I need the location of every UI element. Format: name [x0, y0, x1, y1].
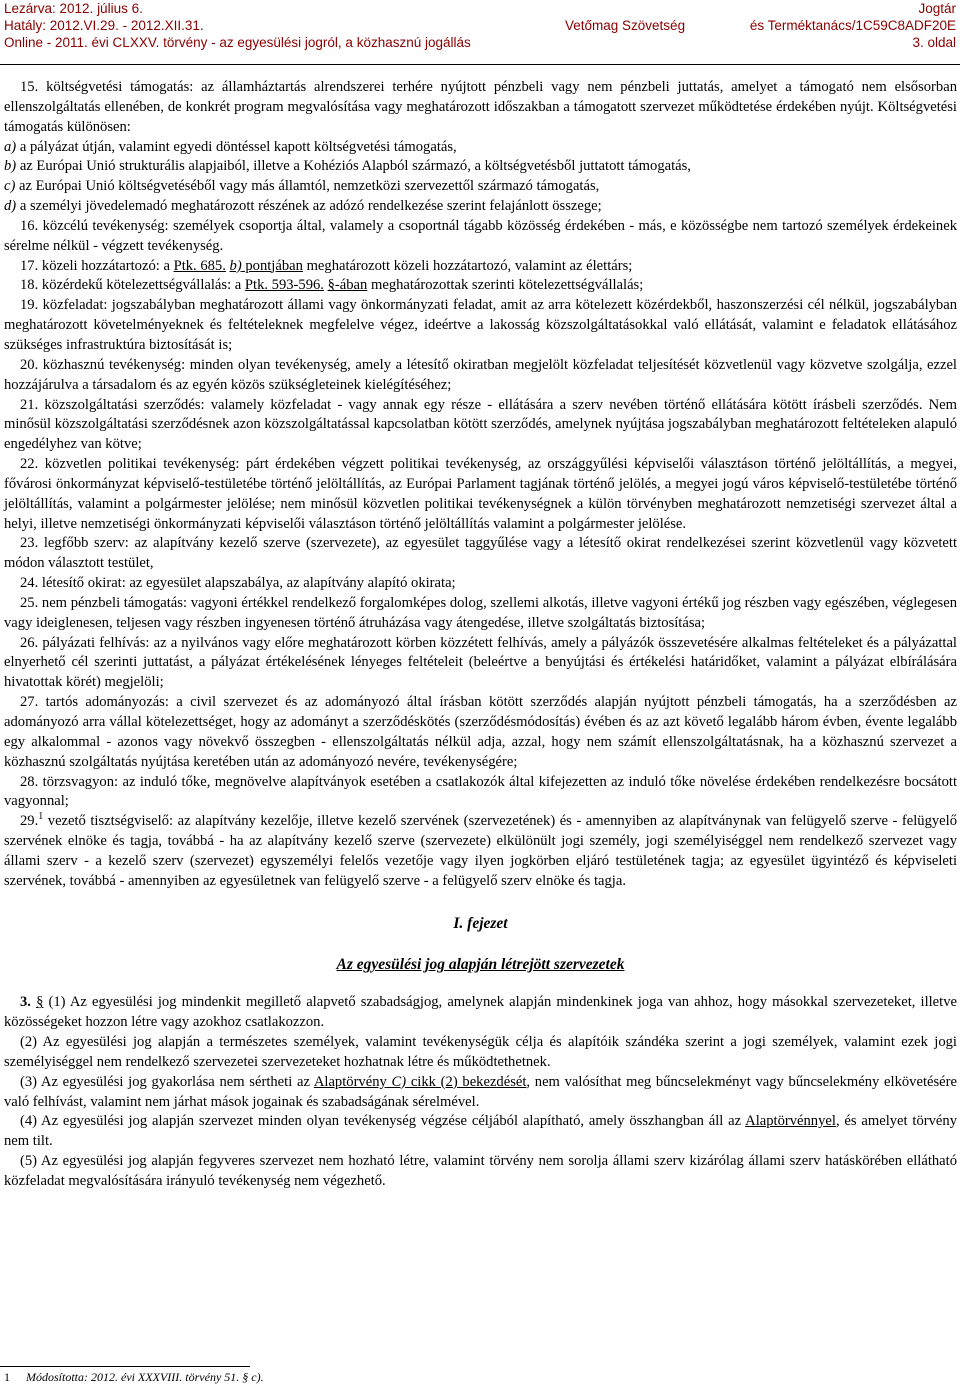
section-number: 3. — [20, 994, 31, 1011]
definition-15-c — [4, 177, 957, 197]
text-run: meghatározott közeli hozzátartozó, valamint az élettárs; — [302, 257, 633, 274]
definition-23: 23. legfőbb szerv: az alapítvány kezelő szerve (szervezete), az egyesület taggyűlése vagy a létesítő okirat rendelkezései szerint közvetlenül vagy közvetett módon választott testület, — [4, 535, 957, 572]
definition-22: 22. közvetlen politikai tevékenység: párt érdekében végzett politikai tevékenység, az országgyűlési képviselői választáson történő jelöltállítás, a megyei, fővárosi önkormányzat képviselő-testületébe történő jelöltállítás, az Európai Parlament tagjának történő jelölés, a megyei jogú város képviselő-testületébe történő jelöltállítás, valamint a polgármester jelölése; nem minősül közvetlen politikai tevékenységnek a külön törvényben meghatározott nemzetiségi szervezet által a helyi, illetve nemzetiségi önkormányzati képviselői választáson történő jelöltállítás valamint a polgármester jelölése. — [4, 456, 957, 532]
text-run: (1) Az egyesülési jog mindenkit megillető alapvető szabadságjog, amelynek alapján mindenkinek joga van ahhoz, hogy másokkal szervezeteket, illetve közösségeket hozzon létre vagy azokhoz csatlakozzon. — [4, 994, 957, 1031]
page-header — [0, 0, 960, 64]
ptk-point-b-link[interactable]: b) — [229, 257, 242, 274]
text-run: , és amelyet törvény nem tilt. — [4, 1113, 957, 1150]
item-letter: c) — [4, 178, 16, 195]
chapter-title: I. fejezet — [453, 914, 508, 932]
section-symbol-link[interactable]: § — [36, 994, 44, 1011]
definition-19: 19. közfeladat: jogszabályban meghatározott állami vagy önkormányzati feladat, amit az arra kötelezett közérdekből, haszonszerzési cél nélkül, jogszabályban meghatározott követelményeknek és feltételeknek megfelelve végez, ideértve a lakosság közszolgáltatásokkal való ellátását, valamint e feladatok ellátásához szükséges infrastruktúra biztosítását is; — [4, 297, 957, 353]
text-run: 17. közeli hozzátartozó: a — [20, 257, 174, 274]
footnote-rule — [0, 1366, 250, 1367]
ptk-593-596-link[interactable]: Ptk. 593-596. — [244, 277, 324, 294]
definition-27: 27. tartós adományozás: a civil szervezet és az adományozó által írásban kötött szerződés alapján nyújtott pénzbeli támogatás, ha a szerződésben az adományozó arra vállal kötelezettséget, hogy az adományt a szerződéskötés (szerződésmódosítás) évében és az azt követő legalább három évben, évente legalább egy alkalommal - azonos vagy növekvő összegben - ellenszolgáltatás nélkül adja, azzal, hogy nem számít ellenszolgáltatásnak, ha a közhasznú szervezet a közhasznú szolgáltatás nyújtása keretében után az adományozó nevére, tevékenységére; — [4, 694, 957, 770]
section-3-para-2: (2) Az egyesülési jog alapján a természetes személyek, valamint tevékenységük célja és alapítóik szándéka szerint a jogi személyek, valamint ezek jogi személyiséggel nem rendelkező szervezetei szervezeteket hozhatnak létre és működtethetnek. — [4, 1033, 957, 1070]
section-3-para-4 — [4, 1112, 957, 1152]
definition-20: 20. közhasznú tevékenység: minden olyan tevékenység, amely a létesítő okiratban megjelölt közfeladat teljesítését közvetlenül vagy közvetve szolgálja, ezzel hozzájárulva a társadalom és az egyén közös szükségleteinek kielégítéséhez; — [4, 356, 957, 393]
spacer — [4, 933, 957, 955]
text-run: 29. — [20, 813, 39, 830]
spacer — [4, 892, 957, 914]
footnote-ref[interactable]: 1 — [38, 811, 44, 823]
definition-28: 28. törzsvagyon: az induló tőke, megnövelve alapítványok esetében a csatlakozók által kifejezetten az induló tőke növelése érdekében rendelkezésre bocsátott vagyonnal; — [4, 773, 957, 810]
definition-15-b — [4, 157, 957, 177]
definition-26: 26. pályázati felhívás: az a nyilvános vagy előre meghatározott körben közzétett felhívás, amely a pályázók összevetésére alkalmas feltételeket és a pályázattal elnyerhető cél szerinti juttatást, a pályázat értékelésének lényeges feltételeit (beleértve a benyújtási és értékelési határidőket, valamint a pályázat elbírálására hivatottak körét) megjelöli; — [4, 634, 957, 691]
item-text: az Európai Unió strukturális alapjaiból, illetve a Kohéziós Alapból származó, a költségvetésből juttatott támogatás, — [16, 158, 691, 175]
ptk-685-link[interactable]: Ptk. 685. — [173, 257, 226, 274]
header-effective-range: Hatály: 2012.VI.29. - 2012.XII.31. — [4, 18, 204, 33]
header-law-title: Online - 2011. évi CLXXV. törvény - az egyesülési jogról, a közhasznú jogállás — [4, 35, 471, 50]
alaptorveny-link[interactable]: Alaptörvény — [313, 1073, 387, 1090]
definition-15-a — [4, 138, 957, 158]
footnote — [4, 1369, 264, 1385]
definition-15-d — [4, 197, 957, 217]
text-run: (3) Az egyesülési jog gyakorlása nem sértheti az — [20, 1073, 314, 1090]
item-text: a személyi jövedelemadó meghatározott részének az adózó rendelkezése szerint felajánlott összege; — [16, 198, 602, 215]
header-organization: Vetőmag Szövetség — [565, 18, 686, 33]
item-letter: a) — [4, 138, 17, 155]
article-paragraph-link[interactable]: cikk (2) bekezdését — [406, 1073, 527, 1090]
article-c-link[interactable]: C) — [386, 1073, 407, 1090]
item-letter: b) — [4, 158, 17, 175]
item-letter: d) — [4, 198, 17, 215]
alaptorvennyel-link[interactable]: Alaptörvénnyel — [745, 1113, 836, 1130]
footnote-number: 1 — [4, 1370, 10, 1384]
definition-17 — [4, 257, 957, 277]
document-body — [4, 78, 957, 1192]
section-3-para-5: (5) Az egyesülési jog alapján fegyveres szervezet nem hozható létre, valamint törvény nem sorolja állami szerv kizárólag állami szerv hatáskörében ellátható közfeladat megvalósítására irányuló tevékenység nem végezhető. — [4, 1153, 957, 1189]
definition-16: 16. közcélú tevékenység: személyek csoportja által, valamely a csoportnál tágabb közösség érdekében - más, e közösségbe nem tartozó személyek érdekeinek sérelme nélkül - végzett tevékenység. — [4, 217, 957, 254]
chapter-subtitle: Az egyesülési jog alapján létrejött szervezetek — [336, 956, 625, 974]
definition-15: 15. költségvetési támogatás: az államháztartás alrendszerei terhére nyújtott pénzbeli vagy nem pénzbeli juttatás, amelyet a támogató nem elsősorban ellenszolgáltatás ellenében, de konkrét program megvalósítása vagy meghatározott időszakban a támogatott szervezet működtetése érdekében nyújt. Költségvetési támogatás különösen: — [4, 79, 957, 135]
header-page-number: 3. oldal — [912, 35, 956, 50]
text-run: (4) Az egyesülési jog alapján szervezet minden olyan tevékenység végzése céljából alapítható, amely összhangban áll az — [20, 1113, 746, 1130]
footnote-text: Módosította: 2012. évi XXXVIII. törvény 51. § c). — [26, 1370, 264, 1384]
section-3-para-3 — [4, 1073, 957, 1113]
spacer — [4, 975, 957, 993]
definition-24: 24. létesítő okirat: az egyesület alapszabálya, az alapítvány alapító okirata; — [20, 575, 456, 592]
header-brand: Jogtár — [918, 1, 956, 16]
header-closed-date: Lezárva: 2012. július 6. — [4, 1, 143, 16]
definition-29 — [4, 812, 957, 891]
section-link[interactable]: §-ában — [327, 277, 368, 294]
text-run: meghatározottak szerinti kötelezettségvállalás; — [367, 277, 644, 294]
definition-21: 21. közszolgáltatási szerződés: valamely közfeladat - vagy annak egy része - ellátására a szerv nevében történő ellátására kötött írásbeli szerződés. Nem minősül közszolgáltatási szerződésnek azon közszolgáltatással kapcsolatban kötött szerződés, amelynek nyújtása jogszabályban meghatározott feltételeken alapuló engedélyhez van kötve; — [4, 396, 957, 453]
text-run: vezető tisztségviselő: az alapítvány kezelője, illetve kezelő szervének (szervezetének) és - amennyiben az alapítványnak van felügyelő szerve - felügyelő szervének elnöke és tagja, továbbá - ha az alapítvány kezelő szerve (szervezete) elkülönült jogi személy, jogi személyiséggel nem rendelkező szervezet vagy állami szerv - a kezelő szerv (szervezet) egyszemélyi felelős vezetője vagy ilyen jogkörben eljáró testületének tagja; az egyesület ügyintéző és képviseleti szervének, továbbá - amennyiben az egyesületnek van felügyelő szerve - a felügyelő szerv elnöke és tagja. — [4, 813, 957, 889]
text-run: , nem valósíthat meg bűncselekményt vagy bűncselekmény elkövetésére való felhívást, valamint nem járhat mások jogainak és szabadságának sérelmével. — [4, 1073, 957, 1110]
text-run: 18. közérdekű kötelezettségvállalás: a — [20, 277, 245, 294]
definition-25: 25. nem pénzbeli támogatás: vagyoni értékkel rendelkező forgalomképes dolog, szellemi alkotás, illetve vagyoni értékű jog részben vagy egészében, véglegesen vagy ideiglenesen, teljesen vagy részben ingyenesen történő átruházása vagy átengedése, illetve szolgáltatás biztosítása; — [4, 594, 957, 631]
item-text: a pályázat útján, valamint egyedi döntéssel kapott költségvetési támogatás, — [16, 138, 457, 155]
header-doc-id: és Terméktanács/1C59C8ADF20E — [749, 18, 956, 33]
ptk-point-link[interactable]: pontjában — [241, 257, 303, 274]
section-3-para-1 — [4, 993, 957, 1033]
item-text: az Európai Unió költségvetéséből vagy más államtól, nemzetközi szervezettől származó támogatás, — [15, 178, 600, 195]
header-rule — [0, 64, 960, 65]
definition-18 — [4, 276, 957, 296]
